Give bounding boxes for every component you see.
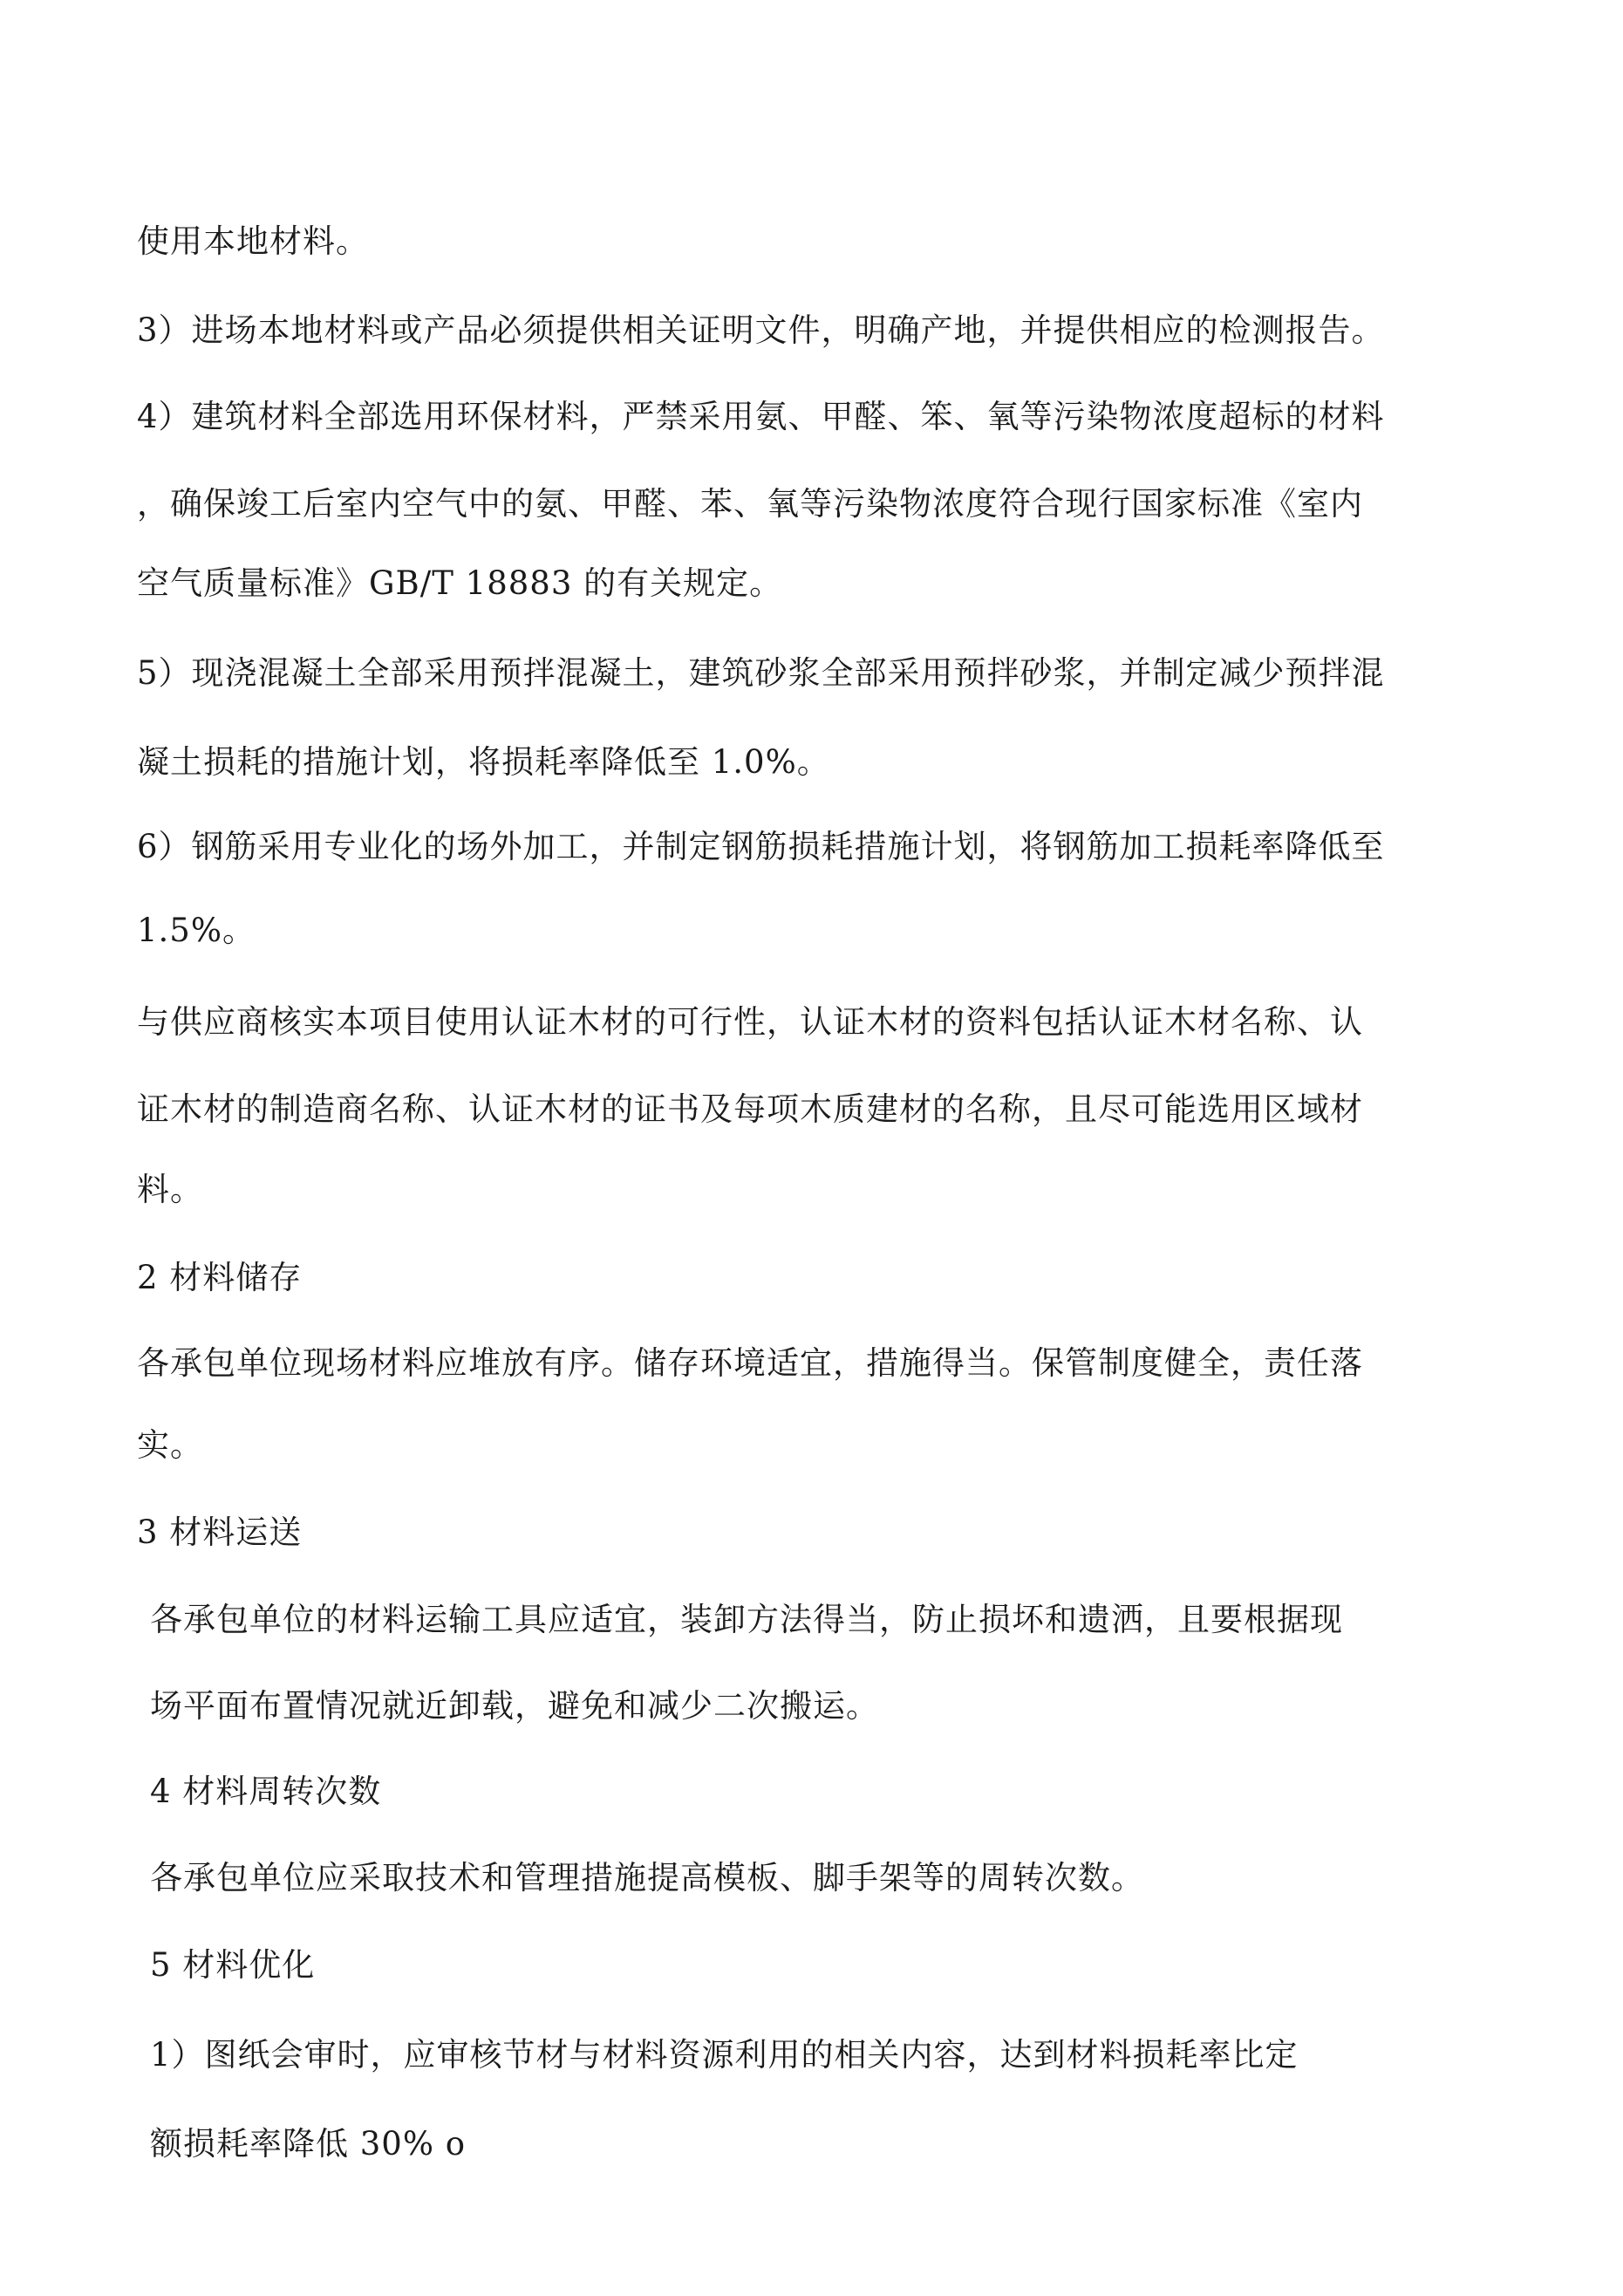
paragraph-line-continuation: 使用本地材料。 — [137, 222, 369, 260]
paragraph-transport-line-2: 场平面布置情况就近卸载，避免和减少二次搬运。 — [150, 1687, 879, 1725]
list-item-5-line-2: 凝土损耗的措施计划，将损耗率降低至 1.0%。 — [137, 743, 830, 781]
paragraph-storage-line-2: 实。 — [137, 1426, 203, 1464]
list-item-4: 4）建筑材料全部选用环保材料，严禁采用氨、甲醛、笨、氧等污染物浓度超标的材料 — [137, 398, 1385, 435]
list-item-3: 3）进场本地材料或产品必须提供相关证明文件，明确产地，并提供相应的检测报告。 — [137, 311, 1385, 349]
section-heading-optimization: 5 材料优化 — [150, 1946, 316, 1984]
paragraph-storage: 各承包单位现场材料应堆放有序。储存环境适宜，措施得当。保管制度健全，责任落 — [137, 1344, 1363, 1382]
list-item-6-line-2: 1.5%。 — [137, 912, 256, 949]
paragraph-turnover: 各承包单位应采取技术和管理措施提高模板、脚手架等的周转次数。 — [150, 1859, 1144, 1896]
paragraph-certified-wood-line-2: 证木材的制造商名称、认证木材的证书及每项木质建材的名称，且尽可能选用区域材 — [137, 1090, 1363, 1128]
list-item-6: 6）钢筋采用专业化的场外加工，并制定钢筋损耗措施计划，将钢筋加工损耗率降低至 — [137, 828, 1385, 865]
list-item-4-line-2: ，确保竣工后室内空气中的氨、甲醛、苯、氧等污染物浓度符合现行国家标准《室内 — [137, 485, 1363, 523]
paragraph-transport: 各承包单位的材料运输工具应适宜，装卸方法得当，防止损坏和遗洒，且要根据现 — [150, 1601, 1343, 1638]
paragraph-certified-wood: 与供应商核实本项目使用认证木材的可行性，认证木材的资料包括认证木材名称、认 — [137, 1003, 1363, 1041]
section-heading-storage: 2 材料储存 — [137, 1259, 303, 1296]
section-heading-transport: 3 材料运送 — [137, 1514, 303, 1551]
list-item-4-line-3: 空气质量标准》GB/T 18883 的有关规定。 — [137, 564, 783, 602]
list-item-optimization-1: 1）图纸会审时，应审核节材与材料资源利用的相关内容，达到材料损耗率比定 — [150, 2036, 1299, 2074]
list-item-5: 5）现浇混凝土全部采用预拌混凝土，建筑砂浆全部采用预拌砂浆，并制定减少预拌混 — [137, 654, 1385, 692]
list-item-optimization-1-line-2: 额损耗率降低 30% o — [150, 2125, 467, 2163]
section-heading-turnover: 4 材料周转次数 — [150, 1773, 382, 1810]
paragraph-certified-wood-line-3: 料。 — [137, 1171, 203, 1208]
